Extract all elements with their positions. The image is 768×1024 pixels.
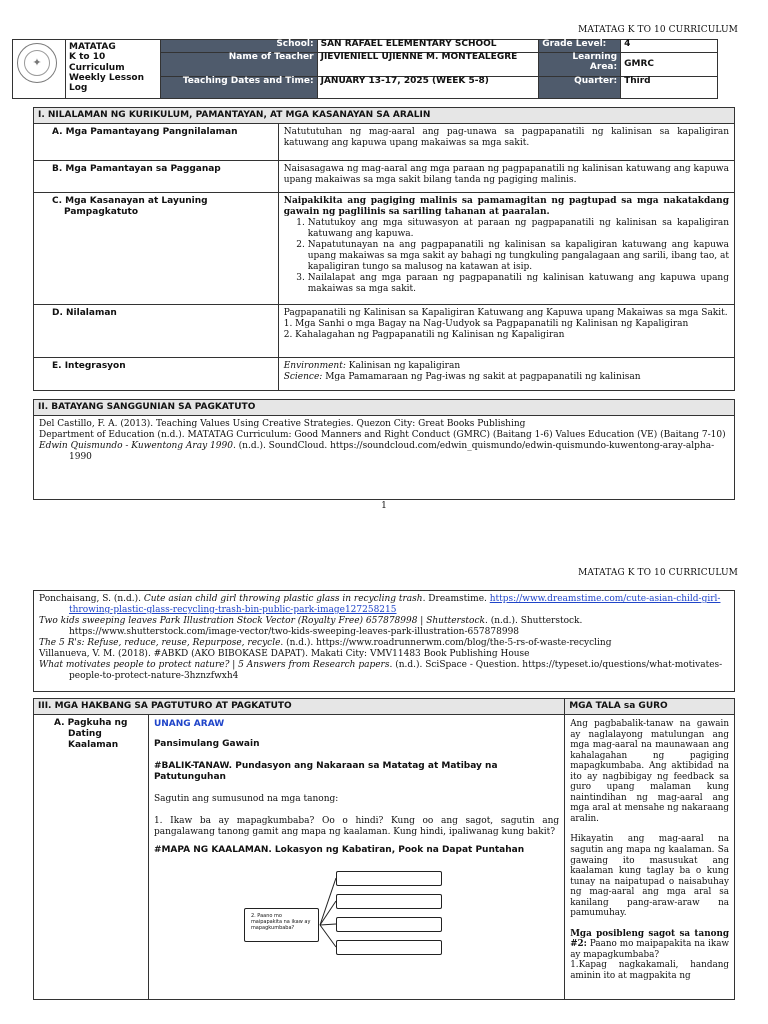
notes-title: MGA TALA sa GURO (565, 699, 735, 715)
reference-item: The 5 R's: Refuse, reduce, reuse, Repurpose, recycle. (n.d.). https://www.roadrunnerwm.com/blog/the-5-rs-of-waste-recycling (39, 637, 612, 648)
dreamstime-link[interactable]: https://www.dreamstime.com/cute-asian-child-girl-throwing-plastic-glass-recycling-trash-bin-public-park-image127258215 (69, 594, 721, 615)
sci-label: Science: (283, 371, 323, 382)
content-line: Pagpapanatili ng Kalinisan sa Kapaligiran Katuwang ang Kapuwa upang Makaiwas sa mga Sakit. (283, 307, 728, 318)
reference-item: Ponchaisang, S. (n.d.). Cute asian child girl throwing plastic glass in recycling trash. Dreamstime. https://www.dreamstime.com/cute-asian-child-girl-throwing-plastic-glass-recycling-trash-bin-public-park-image127258215 (39, 594, 721, 615)
performance-text: Naisasagawa ng mag-aaral ang mga paraan ng pagpapanatili ng kalinisan katuwang ang kapuwa upang makaiwas sa mga sakit bilang tanda ng pagiging malinis. (278, 160, 734, 192)
content-line: 1. Mga Sanhi o mga Bagay na Nag-Uudyok sa Pagpapanatili ng Kalinisan ng Kapaligiran (283, 318, 689, 329)
logo-cell (13, 40, 66, 99)
grade-label: Grade Level: (539, 40, 621, 53)
standards-label: A. Mga Pamantayang Pangnilalaman (34, 123, 279, 160)
section1-table (33, 107, 735, 391)
integration-cell (278, 357, 734, 390)
competencies-intro: Naipakikita ang pagiging malinis sa pamamagitan ng pagtupad sa mga nakatakdang gawain ng paglilinis sa sariling tahanan at paaralan. (283, 195, 729, 217)
map-answer-box-3[interactable] (336, 917, 442, 932)
competencies-cell (278, 192, 734, 304)
env-label: Environment: (283, 360, 346, 371)
area-value: GMRC (621, 53, 718, 77)
section2-title: II. BATAYANG SANGGUNIAN SA PAGKATUTO (34, 400, 735, 416)
section2-table (33, 399, 735, 500)
reference-item: Department of Education (n.d.). MATATAG Curriculum: Good Manners and Right Conduct (GMRC) (Baitang 1-6) Values Education (VE) (Baitang 7-10) (39, 429, 726, 440)
dates-label: Teaching Dates and Time: (160, 77, 317, 99)
connector-line (320, 924, 336, 925)
notes-paragraph: Hikayatin ang mag-aaral na sagutin ang mapa ng kaalaman. Sa gawaing ito masusukat ang kaalaman kung taglay ba o kung tunay na naipatupad o naisabuhay ng mag-aaral ang mga aral sa kanilang pang-araw-araw na pamumuhay. (570, 834, 729, 919)
reference-item: Del Castillo, F. A. (2013). Teaching Values Using Creative Strategies. Quezon City: Great Books Publishing (39, 418, 526, 429)
teacher-label: Name of Teacher (160, 53, 317, 77)
section1-title: I. NILALAMAN NG KURIKULUM, PAMANTAYAN, AT MGA KASANAYAN SA ARALIN (34, 108, 735, 124)
notes-paragraph: Ang pagbabalik-tanaw na gawain ay naglalayong matulungan ang mga mag-aaral na maunawaan ang kahalagahan ng pagiging mapagkumbaba. Ang aktibidad na ito ay nagbibigay ng feedback sa guro upang malaman kung naintindihan ng mag-aaral ang mga aral at mensahe ng nakaraang aralin. (570, 718, 729, 824)
connector-line (320, 901, 336, 925)
reference-item: Two kids sweeping leaves Park Illustration Stock Vector (Royalty Free) 657878998 | Shutterstock. (n.d.). Shutterstock. https://www.shutterstock.com/image-vector/two-kids-sweeping-leaves-park-illustration-657878998 (39, 615, 583, 637)
header-table (12, 39, 718, 99)
reference-item: Villanueva, V. M. (2018). #ABKD (AKO BIBOKASE DAPAT). Makati City: VMV11483 Book Publishing House (39, 648, 530, 659)
dates-value: JANUARY 13-17, 2025 (WEEK 5-8) (317, 77, 539, 99)
quarter-value: Third (621, 77, 718, 99)
competency-item: 1. Natutukoy ang mga situwasyon at paraan ng pagpapanatili ng kalinisan sa kapaligiran katuwang ang kapuwa. (308, 218, 729, 240)
page-number: 1 (381, 501, 387, 511)
performance-label: B. Mga Pamantayan sa Pagganap (34, 160, 279, 192)
sci-text: Mga Pamamaraan ng Pag-iwas ng sakit at pagpapanatili ng kalinisan (322, 371, 641, 382)
day-label: UNANG ARAW (153, 718, 225, 729)
school-label: School: (160, 40, 317, 53)
reference-item: Edwin Quismundo - Kuwentong Aray 1990. (n.d.). SoundCloud. https://soundcloud.com/edwin_quismundo/edwin-quismundo-kuwentong-aray-alpha-1990 (39, 440, 715, 462)
notes-paragraph: 1.Kapag nagkakamali, handang aminin ito at magpakita ng (570, 960, 729, 981)
lesson-cell (148, 714, 564, 999)
knowledge-map (154, 856, 559, 966)
prior-knowledge-label: A. Pagkuha ng Dating Kaalaman (34, 714, 149, 999)
connector-line (320, 925, 336, 947)
competencies-label: C. Mga Kasanayan at Layuning Pampagkatuto (34, 192, 279, 304)
question-1: 1. Ikaw ba ay mapagkumbaba? Oo o hindi? Kung oo ang sagot, sagutin ang pangalawang tanong gamit ang mapa ng kaalaman. Kung hindi, ipaliwanag kung bakit? (153, 815, 560, 837)
grade-value: 4 (621, 40, 718, 53)
reference-item: What motivates people to protect nature? | 5 Answers from Research papers. (n.d.). SciSpace - Question. https://typeset.io/questions/what-motivates-people-to-protect-nature-3hznzfwxh4 (39, 659, 723, 681)
instruction-text: Sagutin ang sumusunod na mga tanong: (153, 793, 339, 804)
page2-references (33, 590, 735, 692)
env-text: Kalinisan ng kapaligiran (345, 360, 461, 371)
quarter-label: Quarter: (539, 77, 621, 99)
school-value: SAN RAFAEL ELEMENTARY SCHOOL (317, 40, 539, 53)
notes-paragraph: Mga posibleng sagot sa tanong #2: Paano mo maipapakita na ikaw ay mapagkumbaba? (570, 928, 729, 960)
map-answer-box-4[interactable] (336, 940, 442, 955)
teacher-notes-cell (565, 714, 735, 999)
map-center-box: 2. Paano mo maipapakita na ikaw ay mapagkumbaba? (244, 908, 319, 942)
section3-table (33, 698, 735, 1000)
area-label: Learning Area: (539, 53, 621, 77)
content-cell (278, 304, 734, 357)
content-label: D. Nilalaman (34, 304, 279, 357)
balik-tanaw-title: #BALIK-TANAW. Pundasyon ang Nakaraan sa Matatag at Matibay na Patutunguhan (153, 760, 498, 782)
references-cell (34, 415, 735, 499)
deped-seal-icon: ✦ (17, 43, 57, 83)
standards-text: Natututuhan ng mag-aaral ang pag-unawa sa pagpapanatili ng kalinisan sa kapaligiran katuwang ang kapuwa upang makaiwas sa mga sakit. (278, 123, 734, 160)
integration-label: E. Integrasyon (34, 357, 279, 390)
map-answer-box-1[interactable] (336, 871, 442, 886)
connector-line (320, 878, 336, 925)
curriculum-label: MATATAG K TO 10 CURRICULUM (578, 568, 738, 578)
map-answer-box-2[interactable] (336, 894, 442, 909)
competency-item: 3. Nailalapat ang mga paraan ng pagpapanatili ng kalinisan katuwang ang kapuwa upang makaiwas sa mga sakit. (308, 273, 729, 295)
teacher-value: JIEVIENIELL UJIENNE M. MONTEALEGRE (317, 53, 539, 77)
content-line: 2. Kahalagahan ng Pagpapanatili ng Kalinisan ng Kapaligiran (283, 329, 565, 340)
curriculum-label: MATATAG K TO 10 CURRICULUM (578, 25, 738, 35)
doc-title: MATATAG K to 10 Curriculum Weekly Lesson Log (65, 40, 160, 99)
section3-title: III. MGA HAKBANG SA PAGTUTURO AT PAGKATUTO (34, 699, 565, 715)
mapa-title: #MAPA NG KAALAMAN. Lokasyon ng Kabatiran, Pook na Dapat Puntahan (153, 844, 525, 855)
competency-item: 2. Napatutunayan na ang pagpapanatili ng kalinisan sa kapaligiran katuwang ang kapuwa upang makaiwas sa mga sakit ay bahagi ng tungkuling pangalagaan ang sarili, ibang tao, at kapaligiran tungo sa malusog na katawan at isip. (308, 240, 729, 273)
starter-label: Pansimulang Gawain (153, 738, 260, 749)
